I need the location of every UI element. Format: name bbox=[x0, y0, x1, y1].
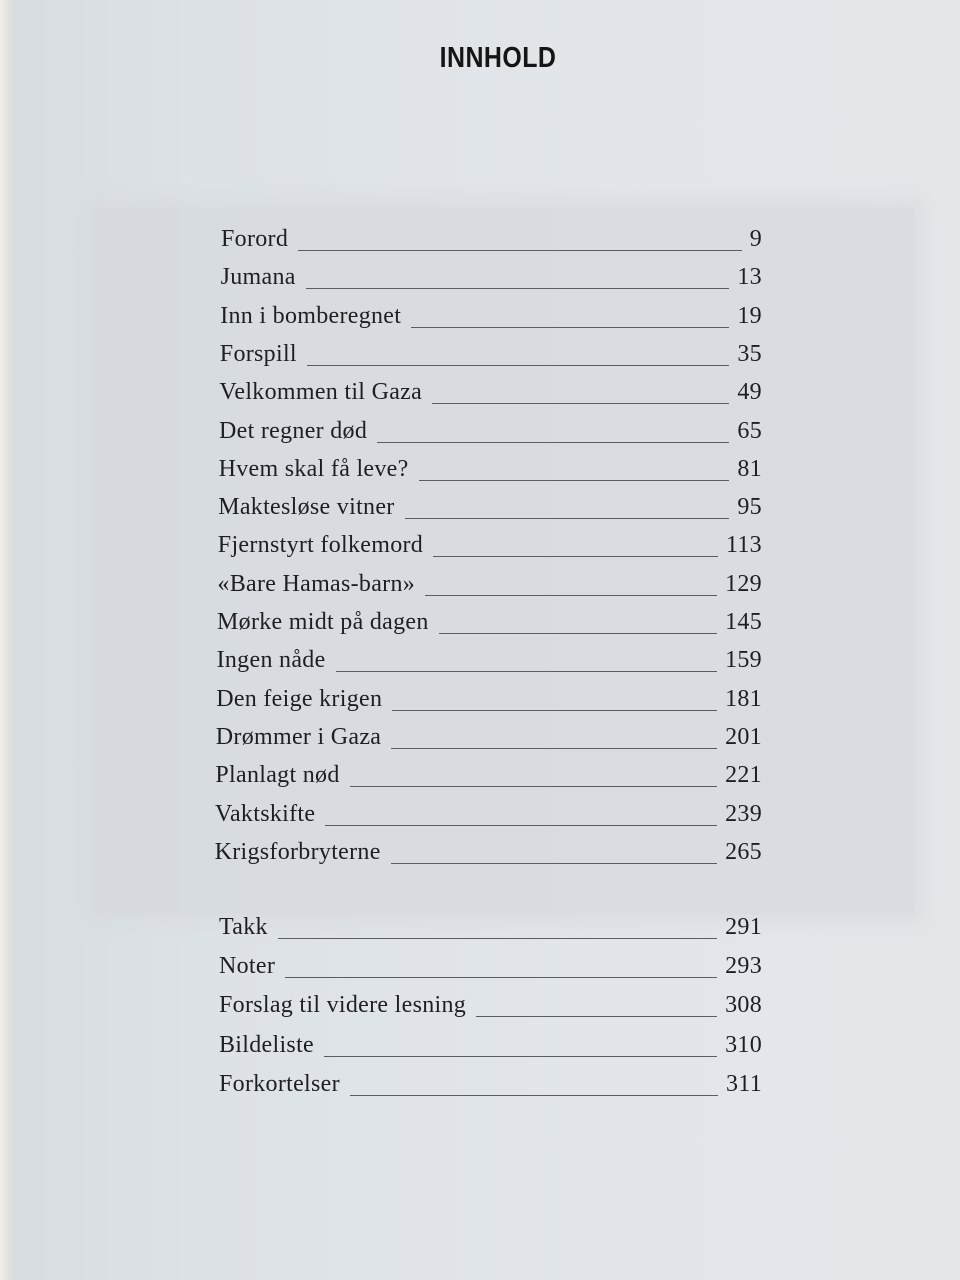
toc-leader-line bbox=[278, 938, 717, 939]
toc-entry-page-number: 35 bbox=[737, 340, 762, 367]
toc-leader-line bbox=[476, 1016, 717, 1017]
toc-entry-title: Maktesløse vitner bbox=[218, 494, 395, 521]
toc-leader-line bbox=[439, 633, 717, 634]
toc-entry-page-number: 145 bbox=[725, 609, 762, 635]
toc-leader-line bbox=[391, 748, 717, 749]
toc-entry-title: Vaktskifte bbox=[215, 800, 316, 827]
toc-entry bbox=[220, 303, 762, 337]
toc-entry-page-number: 113 bbox=[725, 532, 762, 559]
toc-entry bbox=[218, 532, 762, 566]
toc-entry bbox=[217, 647, 762, 681]
toc-entry bbox=[216, 724, 762, 758]
toc-entry-title: Krigsforbryterne bbox=[214, 838, 381, 865]
toc-leader-line bbox=[298, 250, 742, 251]
toc-entry bbox=[217, 609, 762, 643]
toc-leader-line bbox=[377, 442, 729, 443]
toc-entry-page-number: 95 bbox=[737, 494, 762, 521]
toc-leader-line bbox=[350, 1095, 718, 1096]
toc-entry bbox=[218, 494, 762, 528]
toc-entry-page-number: 239 bbox=[725, 800, 762, 827]
toc-entry-title: Det regner død bbox=[219, 417, 368, 444]
toc-entry-page-number: 265 bbox=[725, 838, 762, 865]
toc-leader-line bbox=[419, 480, 730, 481]
toc-entry bbox=[219, 379, 762, 413]
toc-leader-line bbox=[405, 518, 730, 519]
toc-entry-title: Inn i bomberegnet bbox=[220, 302, 402, 329]
toc-entry-page-number: 221 bbox=[725, 762, 762, 789]
toc-entry-title: Bildeliste bbox=[219, 1031, 314, 1058]
toc-leader-line bbox=[307, 365, 729, 366]
toc-entry bbox=[215, 839, 762, 873]
toc-entry-title: Ingen nåde bbox=[216, 647, 326, 674]
toc-leader-line bbox=[411, 327, 729, 328]
toc-entry-title: Velkommen til Gaza bbox=[219, 379, 423, 406]
toc-leader-line bbox=[391, 863, 717, 864]
toc-entry-page-number: 201 bbox=[725, 723, 762, 750]
toc-entry bbox=[219, 914, 762, 948]
toc-entry bbox=[217, 571, 762, 605]
toc-leader-line bbox=[285, 977, 717, 978]
toc-entry-title: Forspill bbox=[219, 340, 297, 367]
toc-entry-title: Hvem skal få leve? bbox=[218, 455, 409, 482]
toc-entry bbox=[215, 762, 762, 796]
toc-entry bbox=[216, 686, 762, 720]
toc-entry-page-number: 19 bbox=[737, 302, 762, 329]
toc-entry-title: Forord bbox=[221, 226, 289, 252]
page-title: INNHOLD bbox=[439, 42, 557, 74]
toc-entry-title: Forkortelser bbox=[219, 1070, 340, 1097]
toc-entry-page-number: 310 bbox=[725, 1031, 762, 1058]
toc-leader-line bbox=[350, 786, 717, 787]
toc-entry-title: Noter bbox=[219, 953, 276, 980]
toc-entry-page-number: 129 bbox=[725, 570, 762, 597]
toc-entry bbox=[219, 953, 762, 987]
toc-leader-line bbox=[324, 1056, 717, 1057]
toc-entry-page-number: 81 bbox=[737, 455, 762, 482]
toc-entry-page-number: 311 bbox=[725, 1070, 762, 1097]
toc-entry bbox=[221, 264, 762, 298]
toc-entry bbox=[219, 456, 762, 490]
toc-entry-title: Drømmer i Gaza bbox=[215, 723, 382, 750]
toc-entry bbox=[219, 1071, 762, 1105]
toc-entry bbox=[220, 341, 762, 375]
toc-leader-line bbox=[425, 595, 717, 596]
toc-entry-page-number: 291 bbox=[725, 914, 762, 940]
toc-entry bbox=[215, 801, 762, 835]
toc-entry-title: Fjernstyrt folkemord bbox=[217, 532, 424, 559]
toc-entry-page-number: 49 bbox=[737, 379, 762, 406]
toc-entry-page-number: 13 bbox=[737, 264, 762, 291]
toc-entry-title: Forslag til videre lesning bbox=[219, 992, 467, 1019]
toc-entry-title: Takk bbox=[219, 914, 268, 940]
toc-entry-title: «Bare Hamas-barn» bbox=[217, 570, 416, 597]
toc-leader-line bbox=[336, 671, 718, 672]
toc-entry-page-number: 65 bbox=[737, 417, 762, 444]
toc-entry bbox=[219, 992, 762, 1026]
toc-leader-line bbox=[432, 403, 729, 404]
toc-entry-page-number: 293 bbox=[725, 953, 762, 980]
toc-entry-title: Den feige krigen bbox=[216, 685, 383, 712]
toc-entry-title: Jumana bbox=[220, 264, 296, 291]
toc-leader-line bbox=[392, 710, 717, 711]
toc-leader-line bbox=[306, 288, 730, 289]
toc-entry bbox=[221, 226, 762, 260]
toc-entry-title: Planlagt nød bbox=[215, 762, 340, 789]
toc-entry bbox=[219, 1032, 762, 1066]
toc-entry-title: Mørke midt på dagen bbox=[217, 609, 429, 635]
toc-entry-page-number: 9 bbox=[749, 226, 762, 252]
toc-leader-line bbox=[433, 556, 718, 557]
toc-entry bbox=[219, 418, 762, 452]
toc-entry-page-number: 159 bbox=[725, 647, 762, 674]
toc-entry-page-number: 308 bbox=[725, 992, 762, 1019]
toc-entry-page-number: 181 bbox=[725, 685, 762, 712]
toc-leader-line bbox=[325, 825, 717, 826]
